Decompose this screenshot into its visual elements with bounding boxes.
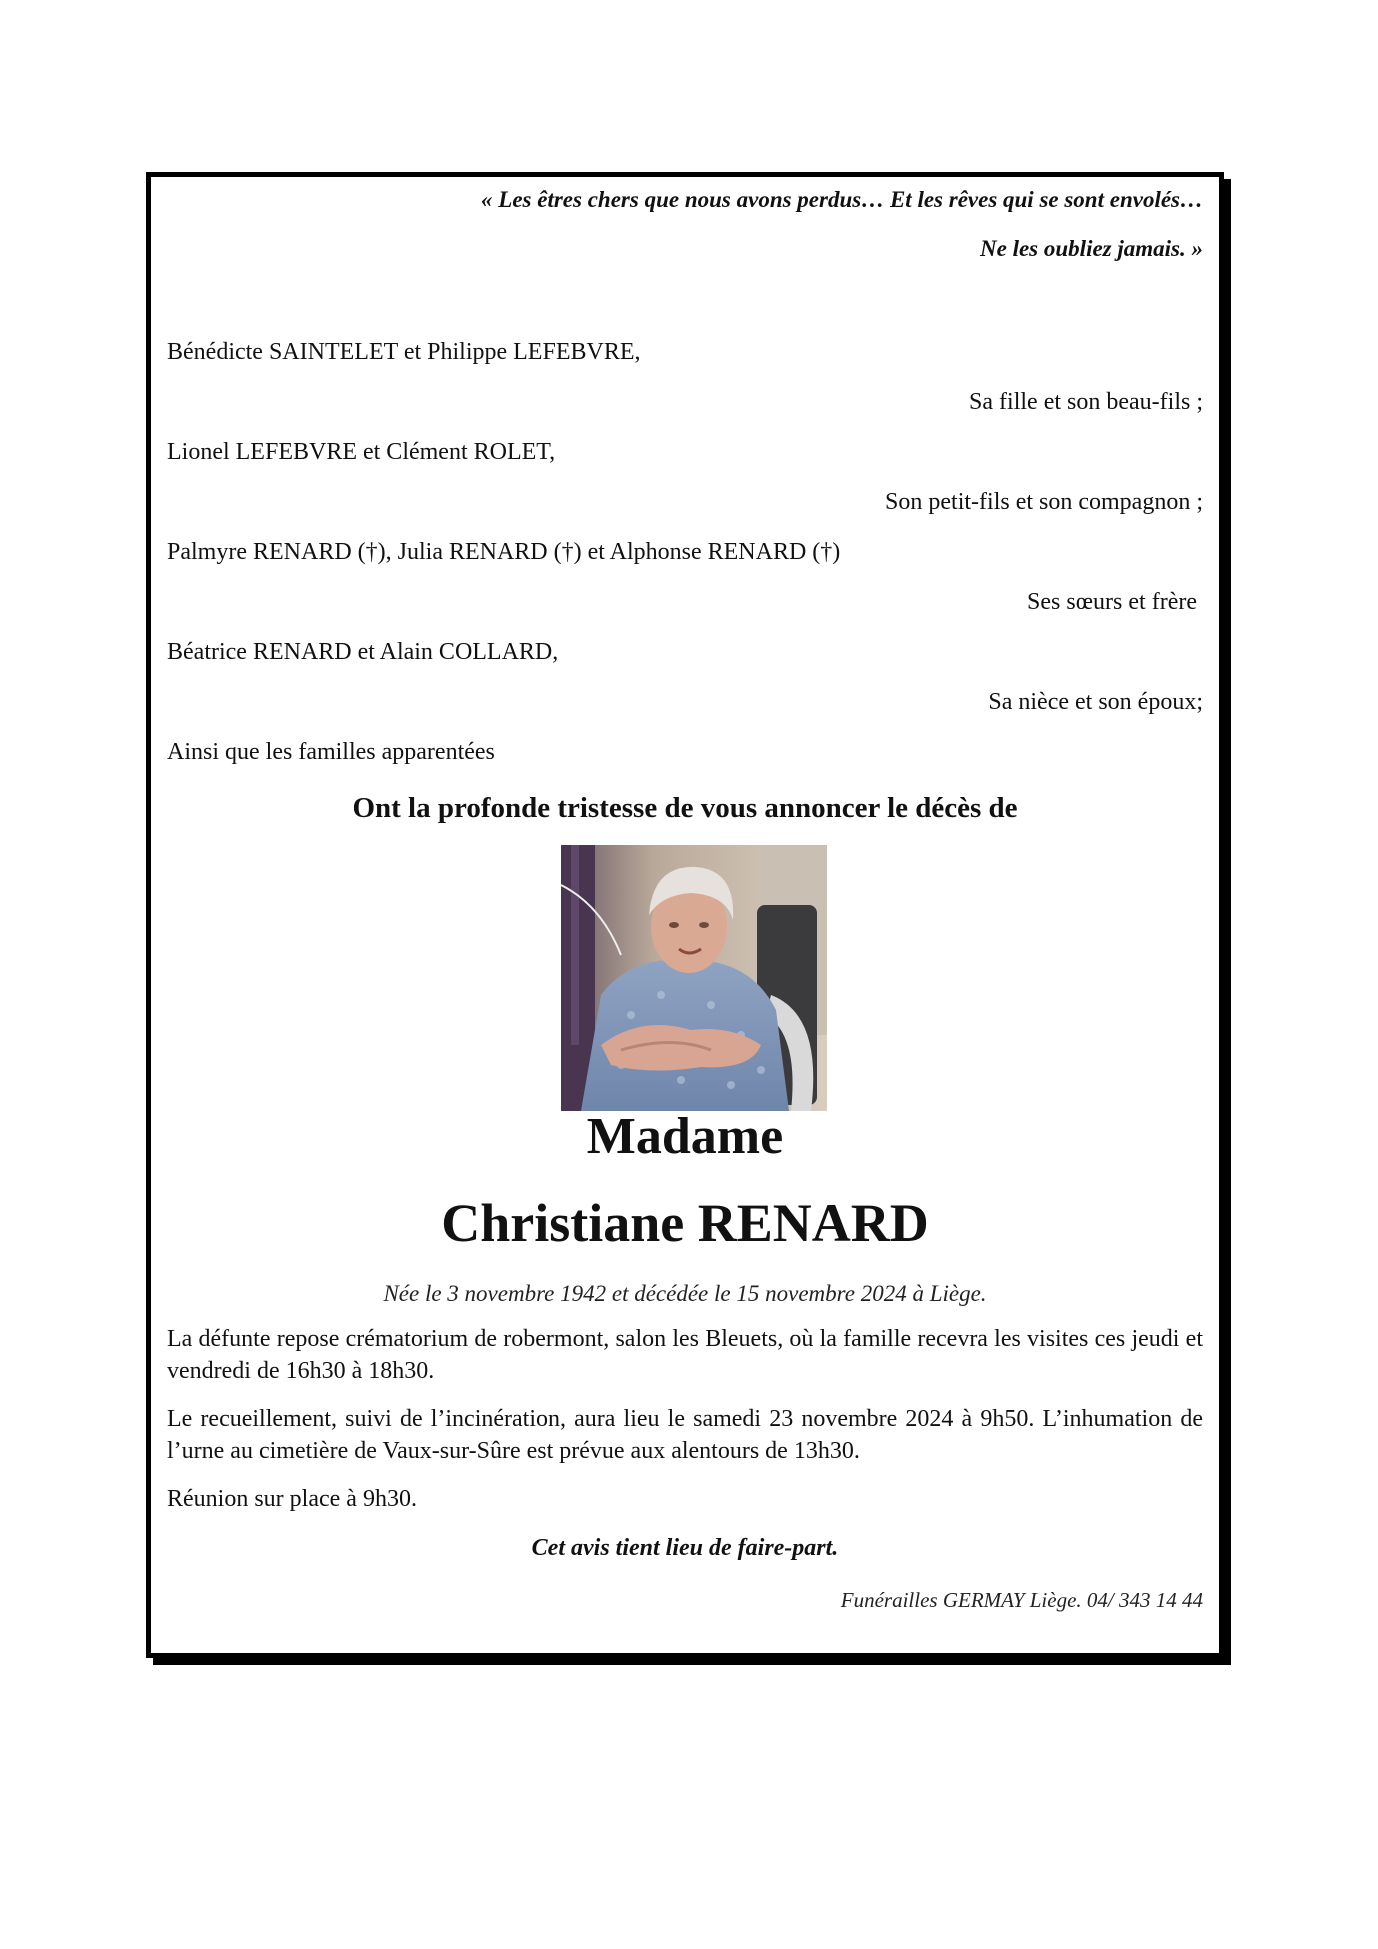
title-madame: Madame <box>586 1108 784 1165</box>
deceased-name: Christiane RENARD <box>441 1193 929 1253</box>
ceremony-paragraph: Le recueillement, suivi de l’incinération, aura lieu le samedi 23 novembre 2024 à 9h50. L’inhumation de l’urne au cimetière de Vaux-sur-Sûre est prévue aux alentours de 13h30. <box>167 1406 1203 1464</box>
funeral-home-contact: Funérailles GERMAY Liège. 04/ 343 14 44 <box>840 1588 1203 1612</box>
portrait-photo <box>561 845 827 1111</box>
family-names-4: Béatrice RENARD et Alain COLLARD, <box>167 639 559 665</box>
quote-line-2: Ne les oubliez jamais. » <box>980 236 1203 261</box>
family-names-1: Bénédicte SAINTELET et Philippe LEFEBVRE, <box>167 339 641 365</box>
reunion-paragraph: Réunion sur place à 9h30. <box>167 1486 417 1512</box>
family-relation-3: Ses sœurs et frère <box>1027 589 1197 615</box>
family-relation-1: Sa fille et son beau-fils ; <box>969 389 1203 415</box>
family-relation-2: Son petit-fils et son compagnon ; <box>885 489 1203 515</box>
quote-line-1: « Les êtres chers que nous avons perdus… Et les rêves qui se sont envolés… <box>481 187 1203 212</box>
family-relation-4: Sa nièce et son époux; <box>988 689 1203 715</box>
family-names-3: Palmyre RENARD (†), Julia RENARD (†) et Alphonse RENARD (†) <box>167 539 841 565</box>
repose-paragraph: La défunte repose crématorium de robermont, salon les Bleuets, où la famille recevra les visites ces jeudi et vendredi de 16h30 à 18h30. <box>167 1326 1203 1384</box>
family-names-2: Lionel LEFEBVRE et Clément ROLET, <box>167 439 556 465</box>
birth-death-dates: Née le 3 novembre 1942 et décédée le 15 novembre 2024 à Liège. <box>383 1281 987 1306</box>
death-notice-frame <box>146 172 1224 1658</box>
closing-statement: Cet avis tient lieu de faire-part. <box>531 1535 839 1561</box>
announcement: Ont la profonde tristesse de vous annoncer le décès de <box>352 792 1018 824</box>
families-line: Ainsi que les familles apparentées <box>167 739 495 765</box>
